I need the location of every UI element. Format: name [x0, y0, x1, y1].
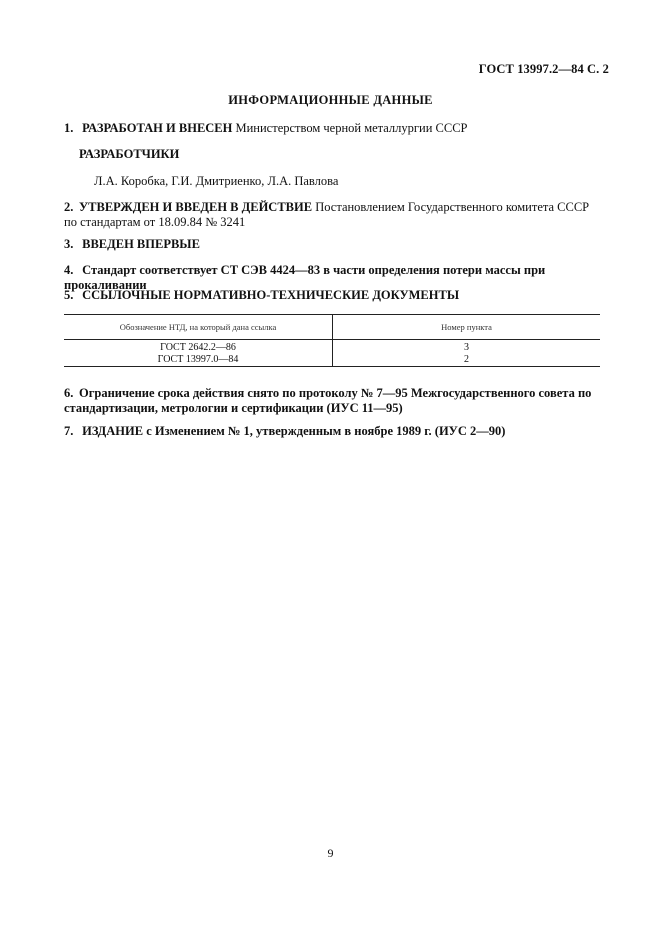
table-cell-clause: 3 [464, 342, 469, 353]
item-text: Министерством черной металлургии СССР [232, 121, 468, 135]
info-item-3 [64, 237, 604, 252]
item-text: Стандарт соответствует СТ СЭВ 4424—83 в части определения потери массы при прокаливании [64, 263, 546, 292]
developers-heading: РАЗРАБОТЧИКИ [79, 147, 180, 161]
item-text: Ограничение срока действия снято по протоколу № 7—95 Межгосударственного совета по стандартизации, метрологии и сертификации (ИУС 11—95) [64, 386, 592, 415]
table-cell-clause: 2 [333, 353, 601, 367]
table-cell-document: ГОСТ 13997.0—84 [64, 353, 333, 367]
table-row [64, 340, 600, 354]
item-bold-text: УТВЕРЖДЕН И ВВЕДЕН В ДЕЙСТВИЕ [79, 200, 313, 214]
table-header-cell: Обозначение НТД, на который дана ссылка [64, 315, 333, 340]
info-item-5 [64, 288, 604, 303]
item-number: 7. [64, 424, 74, 438]
info-item-6 [64, 386, 602, 416]
table-header-row [64, 315, 600, 340]
document-header-id: ГОСТ 13997.2—84 С. 2 [478, 62, 609, 76]
item-number: 3. [64, 237, 74, 251]
item-bold-text: ССЫЛОЧНЫЕ НОРМАТИВНО-ТЕХНИЧЕСКИЕ ДОКУМЕНТЫ [82, 288, 460, 302]
table-cell-document: ГОСТ 2642.2—86 [64, 340, 333, 354]
developers-names: Л.А. Коробка, Г.И. Дмитриенко, Л.А. Павлова [94, 174, 339, 188]
page-number: 9 [327, 846, 334, 860]
info-item-7 [64, 424, 604, 439]
info-item-1 [64, 121, 604, 136]
page-title: ИНФОРМАЦИОННЫЕ ДАННЫЕ [228, 93, 433, 107]
table-row [64, 353, 600, 367]
item-text: Постановлением Государственного комитета СССР по стандартам от 18.09.84 № 3241 [64, 200, 590, 229]
item-number: 1. [64, 121, 74, 135]
item-number: 4. [64, 263, 74, 277]
item-bold-text: ВВЕДЕН ВПЕРВЫЕ [82, 237, 200, 251]
item-text: с Изменением № 1, утвержденным в ноябре 1989 г. (ИУС 2—90) [143, 424, 506, 438]
reference-documents-table [64, 314, 600, 367]
item-bold-text: ИЗДАНИЕ [82, 424, 144, 438]
item-number: 5. [64, 288, 74, 302]
item-number: 6. [64, 386, 74, 400]
info-item-2 [64, 200, 602, 230]
item-number: 2. [64, 200, 74, 214]
table-header-cell: Номер пункта [333, 315, 601, 340]
item-bold-text: РАЗРАБОТАН И ВНЕСЕН [82, 121, 233, 135]
